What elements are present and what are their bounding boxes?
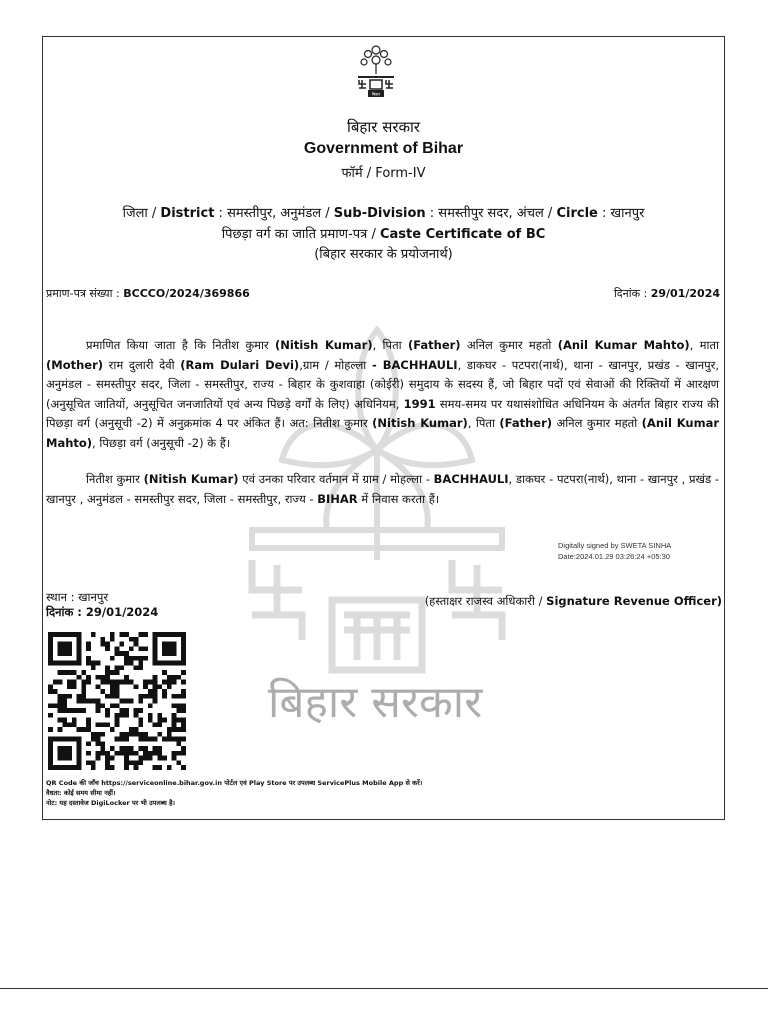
- page-bottom-rule: [0, 988, 768, 989]
- digital-signature-block: [558, 540, 671, 562]
- qr-verify-note: QR Code की जाँच https://serviceonline.bihar.gov.in पोर्टल एवं Play Store पर उपलब्ध ServicePlus Mobile App से करें।: [46, 779, 423, 787]
- qr-notes: [46, 778, 422, 808]
- certificate-date: दिनांक : 29/01/2024: [613, 287, 720, 300]
- district-line: जिला / District : समस्तीपुर, अनुमंडल / Sub-Division : समस्तीपुर सदर, अंचल / Circle : खानपुर: [122, 206, 645, 221]
- header-state-english: Government of Bihar: [303, 140, 464, 157]
- certificate-body-paragraph-2: नितीश कुमार (Nitish Kumar) एवं उनका परिवार वर्तमान में ग्राम / मोहल्ला - BACHHAULI, डाकघर - पटपरा(नार्थ), थाना - खानपुर , प्रखंड - खानपुर , अनुमंडल - समस्तीपुर सदर, जिला - समस्तीपुर, राज्य - BIHAR में निवास करता हैं।: [46, 472, 719, 506]
- signature-revenue-officer: (हस्ताक्षर राजस्व अधिकारी / Signature Revenue Officer): [424, 594, 722, 608]
- certificate-number: प्रमाण-पत्र संख्या : BCCCO/2024/369866: [46, 287, 250, 300]
- digital-signature-signer: Digitally signed by SWETA SINHA: [558, 541, 672, 550]
- digital-signature-date: Date:2024.01.29 03:26:24 +05:30: [558, 552, 670, 561]
- issue-place: स्थान : खानपुर: [46, 590, 109, 604]
- certificate-title: पिछड़ा वर्ग का जाति प्रमाण-पत्र / Caste Certificate of BC: [221, 227, 546, 242]
- emblem-caption: बिहार: [371, 91, 381, 97]
- bihar-emblem-logo: [356, 40, 396, 98]
- certificate-purpose: (बिहार सरकार के प्रयोजनार्थ): [314, 247, 453, 262]
- watermark-text: बिहार सरकार: [268, 677, 483, 728]
- issue-date: दिनांक : 29/01/2024: [46, 605, 159, 619]
- header-form-number: फॉर्म / Form-IV: [341, 166, 426, 181]
- header-state-hindi: बिहार सरकार: [346, 118, 421, 136]
- certificate-body-paragraph-1: प्रमाणित किया जाता है कि नितीश कुमार (Nitish Kumar), पिता (Father) अनिल कुमार महतो (Anil Kumar Mahto), माता (Mother) राम दुलारी देवी (Ram Dulari Devi),ग्राम / मोहल्ला - BACHHAULI, डाकघर - पटपरा(नार्थ), थाना - खानपुर, प्रखंड - खानपुर, अनुमंडल - समस्तीपुर सदर, जिला - समस्तीपुर, राज्य - बिहार के कुशवाहा (कोईरी) समुदाय के सदस्य हैं, जो बिहार पदों एवं सेवाओं की रिक्तियों में आरक्षण (अनुसूचित जातियों, अनुसूचित जनजातियों एवं अन्य पिछड़े वर्गों के लिए) अधिनियम, 1991 समय-समय पर यथासंशोधित अधिनियम के अंतर्गत बिहार राज्य की पिछड़ा वर्ग (अनुसूची -2) में अनुक्रमांक 4 पर अंकित हैं। अत: नितीश कुमार (Nitish Kumar), पिता (Father) अनिल कुमार महतो (Anil Kumar Mahto), पिछड़ा वर्ग (अनुसूची -2) के हैं।: [46, 338, 720, 450]
- qr-code: [48, 632, 186, 770]
- validity-note: वैधता: कोई समय सीमा नहीं।: [46, 789, 116, 797]
- digilocker-note: नोट: यह दस्तावेज DigiLocker पर भी उपलब्ध है।: [46, 799, 175, 807]
